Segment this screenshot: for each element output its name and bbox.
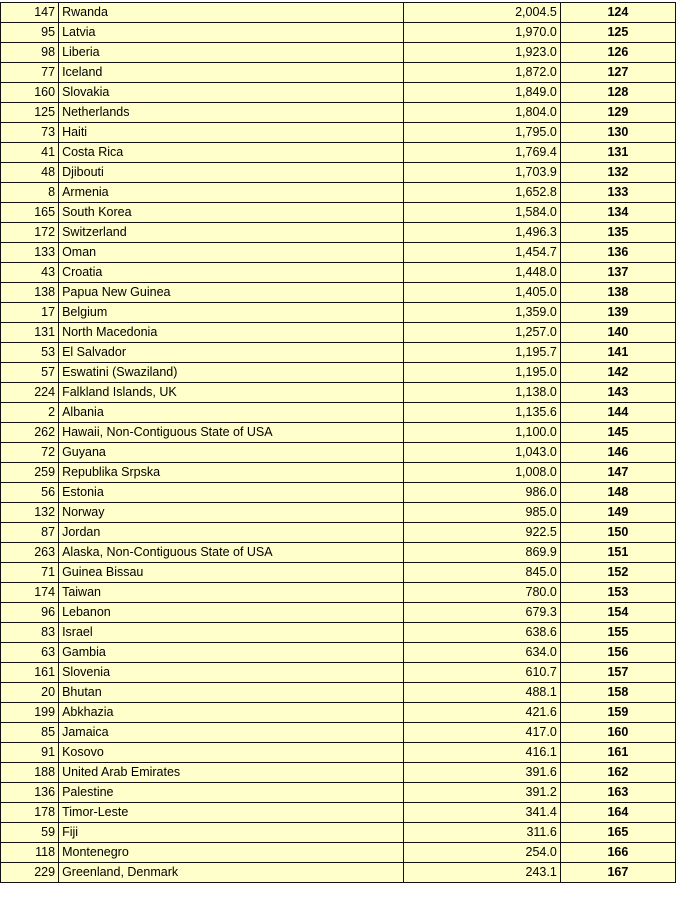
row-id-cell[interactable]: 2 [1,403,59,423]
table-row [1,363,676,383]
rank-cell[interactable]: 166 [560,843,675,863]
row-id-cell[interactable]: 95 [1,23,59,43]
rank-cell[interactable]: 125 [560,23,675,43]
table-row [1,63,676,83]
rank-cell[interactable]: 145 [560,423,675,443]
table-row [1,863,676,883]
table-row [1,663,676,683]
table-row [1,263,676,283]
value-cell[interactable]: 391.6 [403,763,560,783]
country-name-cell[interactable]: Greenland, Denmark [59,863,404,883]
rank-cell[interactable]: 136 [560,243,675,263]
value-cell[interactable]: 421.6 [403,703,560,723]
country-name-cell[interactable]: Fiji [59,823,404,843]
country-name-cell[interactable]: Iceland [59,63,404,83]
rank-cell[interactable]: 124 [560,3,675,23]
value-cell[interactable]: 610.7 [403,663,560,683]
value-cell[interactable]: 1,195.0 [403,363,560,383]
country-name-cell[interactable]: Costa Rica [59,143,404,163]
table-row [1,23,676,43]
data-table [0,2,676,883]
country-name-cell[interactable]: Albania [59,403,404,423]
rank-cell[interactable]: 156 [560,643,675,663]
table-row [1,163,676,183]
value-cell[interactable]: 1,923.0 [403,43,560,63]
rank-cell[interactable]: 152 [560,563,675,583]
row-id-cell[interactable]: 118 [1,843,59,863]
value-cell[interactable]: 391.2 [403,783,560,803]
country-name-cell[interactable]: Haiti [59,123,404,143]
table-row [1,563,676,583]
table-body [1,3,676,883]
value-cell[interactable]: 986.0 [403,483,560,503]
row-id-cell[interactable]: 73 [1,123,59,143]
table-row [1,743,676,763]
rank-cell[interactable]: 158 [560,683,675,703]
row-id-cell[interactable]: 224 [1,383,59,403]
table-row [1,303,676,323]
row-id-cell[interactable]: 17 [1,303,59,323]
table-row [1,203,676,223]
row-id-cell[interactable]: 96 [1,603,59,623]
country-name-cell[interactable]: Switzerland [59,223,404,243]
row-id-cell[interactable]: 72 [1,443,59,463]
value-cell[interactable]: 1,405.0 [403,283,560,303]
country-name-cell[interactable]: Timor-Leste [59,803,404,823]
rank-cell[interactable]: 148 [560,483,675,503]
rank-cell[interactable]: 157 [560,663,675,683]
row-id-cell[interactable]: 259 [1,463,59,483]
country-name-cell[interactable]: Guyana [59,443,404,463]
rank-cell[interactable]: 161 [560,743,675,763]
country-name-cell[interactable]: Palestine [59,783,404,803]
rank-cell[interactable]: 127 [560,63,675,83]
table-row [1,183,676,203]
country-name-cell[interactable]: Belgium [59,303,404,323]
value-cell[interactable]: 985.0 [403,503,560,523]
value-cell[interactable]: 922.5 [403,523,560,543]
row-id-cell[interactable]: 98 [1,43,59,63]
row-id-cell[interactable]: 136 [1,783,59,803]
country-name-cell[interactable]: Armenia [59,183,404,203]
value-cell[interactable]: 1,849.0 [403,83,560,103]
value-cell[interactable]: 1,584.0 [403,203,560,223]
table-row [1,223,676,243]
country-name-cell[interactable]: Papua New Guinea [59,283,404,303]
row-id-cell[interactable]: 131 [1,323,59,343]
country-name-cell[interactable]: Rwanda [59,3,404,23]
rank-cell[interactable]: 134 [560,203,675,223]
table-row [1,583,676,603]
value-cell[interactable]: 254.0 [403,843,560,863]
table-row [1,603,676,623]
value-cell[interactable]: 416.1 [403,743,560,763]
country-name-cell[interactable]: Jamaica [59,723,404,743]
value-cell[interactable]: 1,359.0 [403,303,560,323]
value-cell[interactable]: 1,100.0 [403,423,560,443]
rank-cell[interactable]: 162 [560,763,675,783]
country-name-cell[interactable]: Latvia [59,23,404,43]
value-cell[interactable]: 341.4 [403,803,560,823]
row-id-cell[interactable]: 59 [1,823,59,843]
value-cell[interactable]: 1,135.6 [403,403,560,423]
row-id-cell[interactable]: 41 [1,143,59,163]
rank-cell[interactable]: 153 [560,583,675,603]
country-name-cell[interactable]: El Salvador [59,343,404,363]
table-row [1,283,676,303]
row-id-cell[interactable]: 91 [1,743,59,763]
rank-cell[interactable]: 151 [560,543,675,563]
value-cell[interactable]: 679.3 [403,603,560,623]
row-id-cell[interactable]: 172 [1,223,59,243]
row-id-cell[interactable]: 83 [1,623,59,643]
table-row [1,3,676,23]
row-id-cell[interactable]: 132 [1,503,59,523]
row-id-cell[interactable]: 63 [1,643,59,663]
row-id-cell[interactable]: 48 [1,163,59,183]
row-id-cell[interactable]: 133 [1,243,59,263]
rank-cell[interactable]: 130 [560,123,675,143]
country-name-cell[interactable]: Abkhazia [59,703,404,723]
row-id-cell[interactable]: 178 [1,803,59,823]
value-cell[interactable]: 1,652.8 [403,183,560,203]
country-name-cell[interactable]: Slovenia [59,663,404,683]
table-row [1,123,676,143]
rank-cell[interactable]: 137 [560,263,675,283]
row-id-cell[interactable]: 20 [1,683,59,703]
value-cell[interactable]: 1,496.3 [403,223,560,243]
country-name-cell[interactable]: Jordan [59,523,404,543]
row-id-cell[interactable]: 188 [1,763,59,783]
country-name-cell[interactable]: Norway [59,503,404,523]
country-name-cell[interactable]: North Macedonia [59,323,404,343]
table-row [1,383,676,403]
row-id-cell[interactable]: 199 [1,703,59,723]
rank-cell[interactable]: 163 [560,783,675,803]
row-id-cell[interactable]: 8 [1,183,59,203]
country-name-cell[interactable]: Republika Srpska [59,463,404,483]
country-name-cell[interactable]: Netherlands [59,103,404,123]
country-name-cell[interactable]: Taiwan [59,583,404,603]
country-name-cell[interactable]: Falkland Islands, UK [59,383,404,403]
value-cell[interactable]: 311.6 [403,823,560,843]
country-name-cell[interactable]: Croatia [59,263,404,283]
country-name-cell[interactable]: Lebanon [59,603,404,623]
rank-cell[interactable]: 160 [560,723,675,743]
table-row [1,503,676,523]
value-cell[interactable]: 488.1 [403,683,560,703]
value-cell[interactable]: 1,769.4 [403,143,560,163]
row-id-cell[interactable]: 56 [1,483,59,503]
row-id-cell[interactable]: 147 [1,3,59,23]
table-row [1,343,676,363]
table-row [1,103,676,123]
table-row [1,823,676,843]
rank-cell[interactable]: 154 [560,603,675,623]
table-row [1,683,676,703]
rank-cell[interactable]: 132 [560,163,675,183]
country-name-cell[interactable]: Guinea Bissau [59,563,404,583]
country-name-cell[interactable]: Liberia [59,43,404,63]
rank-cell[interactable]: 129 [560,103,675,123]
value-cell[interactable]: 1,872.0 [403,63,560,83]
rank-cell[interactable]: 141 [560,343,675,363]
table-row [1,783,676,803]
country-name-cell[interactable]: United Arab Emirates [59,763,404,783]
rank-cell[interactable]: 164 [560,803,675,823]
row-id-cell[interactable]: 165 [1,203,59,223]
country-name-cell[interactable]: South Korea [59,203,404,223]
rank-cell[interactable]: 126 [560,43,675,63]
row-id-cell[interactable]: 263 [1,543,59,563]
table-row [1,483,676,503]
value-cell[interactable]: 1,043.0 [403,443,560,463]
row-id-cell[interactable]: 77 [1,63,59,83]
country-name-cell[interactable]: Eswatini (Swaziland) [59,363,404,383]
value-cell[interactable]: 1,195.7 [403,343,560,363]
row-id-cell[interactable]: 87 [1,523,59,543]
rank-cell[interactable]: 159 [560,703,675,723]
table-row [1,443,676,463]
table-row [1,723,676,743]
table-row [1,323,676,343]
value-cell[interactable]: 1,804.0 [403,103,560,123]
row-id-cell[interactable]: 160 [1,83,59,103]
rank-cell[interactable]: 140 [560,323,675,343]
rank-cell[interactable]: 150 [560,523,675,543]
value-cell[interactable]: 634.0 [403,643,560,663]
table-row [1,423,676,443]
value-cell[interactable]: 1,138.0 [403,383,560,403]
row-id-cell[interactable]: 174 [1,583,59,603]
value-cell[interactable]: 638.6 [403,623,560,643]
rank-cell[interactable]: 135 [560,223,675,243]
country-name-cell[interactable]: Slovakia [59,83,404,103]
row-id-cell[interactable]: 57 [1,363,59,383]
value-cell[interactable]: 417.0 [403,723,560,743]
rank-cell[interactable]: 142 [560,363,675,383]
table-row [1,243,676,263]
table-row [1,843,676,863]
table-row [1,523,676,543]
country-name-cell[interactable]: Estonia [59,483,404,503]
row-id-cell[interactable]: 229 [1,863,59,883]
country-name-cell[interactable]: Montenegro [59,843,404,863]
table-row [1,643,676,663]
table-row [1,143,676,163]
rank-cell[interactable]: 144 [560,403,675,423]
table-row [1,403,676,423]
table-row [1,543,676,563]
country-name-cell[interactable]: Gambia [59,643,404,663]
table-row [1,463,676,483]
row-id-cell[interactable]: 161 [1,663,59,683]
value-cell[interactable]: 1,454.7 [403,243,560,263]
row-id-cell[interactable]: 53 [1,343,59,363]
country-name-cell[interactable]: Kosovo [59,743,404,763]
table-row [1,83,676,103]
rank-cell[interactable]: 138 [560,283,675,303]
table-row [1,763,676,783]
rank-cell[interactable]: 149 [560,503,675,523]
rank-cell[interactable]: 133 [560,183,675,203]
rank-cell[interactable]: 139 [560,303,675,323]
country-name-cell[interactable]: Hawaii, Non-Contiguous State of USA [59,423,404,443]
country-name-cell[interactable]: Israel [59,623,404,643]
country-name-cell[interactable]: Bhutan [59,683,404,703]
value-cell[interactable]: 1,448.0 [403,263,560,283]
value-cell[interactable]: 1,008.0 [403,463,560,483]
rank-cell[interactable]: 143 [560,383,675,403]
value-cell[interactable]: 1,970.0 [403,23,560,43]
rank-cell[interactable]: 131 [560,143,675,163]
table-row [1,623,676,643]
row-id-cell[interactable]: 85 [1,723,59,743]
rank-cell[interactable]: 146 [560,443,675,463]
value-cell[interactable]: 845.0 [403,563,560,583]
row-id-cell[interactable]: 43 [1,263,59,283]
table-row [1,703,676,723]
country-name-cell[interactable]: Djibouti [59,163,404,183]
value-cell[interactable]: 1,703.9 [403,163,560,183]
value-cell[interactable]: 2,004.5 [403,3,560,23]
value-cell[interactable]: 780.0 [403,583,560,603]
country-name-cell[interactable]: Alaska, Non-Contiguous State of USA [59,543,404,563]
value-cell[interactable]: 869.9 [403,543,560,563]
value-cell[interactable]: 1,795.0 [403,123,560,143]
value-cell[interactable]: 1,257.0 [403,323,560,343]
row-id-cell[interactable]: 71 [1,563,59,583]
row-id-cell[interactable]: 138 [1,283,59,303]
rank-cell[interactable]: 165 [560,823,675,843]
table-row [1,803,676,823]
value-cell[interactable]: 243.1 [403,863,560,883]
country-name-cell[interactable]: Oman [59,243,404,263]
rank-cell[interactable]: 167 [560,863,675,883]
row-id-cell[interactable]: 262 [1,423,59,443]
rank-cell[interactable]: 128 [560,83,675,103]
rank-cell[interactable]: 147 [560,463,675,483]
table-row [1,43,676,63]
rank-cell[interactable]: 155 [560,623,675,643]
row-id-cell[interactable]: 125 [1,103,59,123]
